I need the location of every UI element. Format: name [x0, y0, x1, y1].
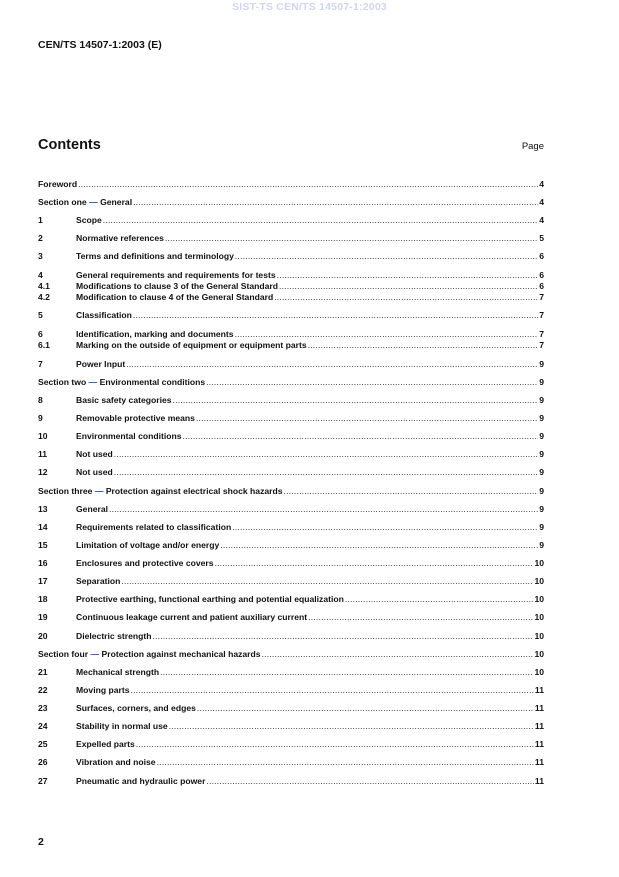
toc-entry-title: Not used: [76, 467, 113, 477]
toc-entry-title: Foreword: [38, 179, 78, 189]
toc-entry-number: 26: [38, 757, 48, 767]
toc-dot-leader: [206, 775, 533, 787]
toc-entry-number: 19: [38, 612, 48, 622]
toc-dot-leader: [308, 339, 539, 351]
toc-entry[interactable]: [38, 684, 544, 696]
toc-dot-leader: [274, 291, 538, 303]
toc-entry-title: Section three — Protection against electrical shock hazards: [38, 486, 283, 496]
toc-dot-leader: [183, 430, 539, 442]
toc-entry-number: 6.1: [38, 340, 50, 350]
toc-entry-page: 11: [534, 776, 544, 786]
toc-entry-title: General: [76, 504, 109, 514]
toc-dot-leader: [114, 466, 538, 478]
toc-entry-page: 7: [539, 292, 544, 302]
toc-entry[interactable]: [38, 593, 544, 605]
toc-dot-leader: [345, 593, 534, 605]
toc-entry-page: 9: [539, 540, 544, 550]
toc-entry-page: 7: [539, 340, 544, 350]
toc-entry-page: 5: [539, 233, 544, 243]
toc-entry-title: Not used: [76, 449, 113, 459]
toc-entry-number: 4: [38, 270, 43, 280]
toc-entry[interactable]: [38, 720, 544, 732]
toc-entry-page: 6: [539, 270, 544, 280]
toc-entry-page: 9: [539, 359, 544, 369]
toc-entry[interactable]: [38, 611, 544, 623]
toc-entry-title: Power Input: [76, 359, 126, 369]
toc-entry-number: 6: [38, 329, 43, 339]
section-dash: —: [90, 649, 100, 659]
toc-entry-number: 27: [38, 776, 48, 786]
section-dash: —: [89, 197, 98, 207]
toc-entry[interactable]: [38, 178, 544, 190]
toc-dot-leader: [157, 756, 534, 768]
toc-entry-title: Surfaces, corners, and edges: [76, 703, 196, 713]
toc-entry[interactable]: [38, 466, 544, 478]
toc-entry-number: 12: [38, 467, 48, 477]
toc-dot-leader: [173, 394, 539, 406]
toc-entry-page: 7: [539, 329, 544, 339]
toc-dot-leader: [78, 178, 538, 190]
toc-entry-number: 10: [38, 431, 48, 441]
toc-entry-title: Vibration and noise: [76, 757, 156, 767]
toc-entry-number: 2: [38, 233, 43, 243]
toc-dot-leader: [215, 557, 534, 569]
toc-entry-number: 11: [38, 449, 48, 459]
toc-entry-title: Continuous leakage current and patient auxiliary current: [76, 612, 308, 622]
toc-entry-number: 18: [38, 594, 48, 604]
toc-entry[interactable]: [38, 503, 544, 515]
toc-entry-number: 3: [38, 251, 43, 261]
toc-entry-number: 24: [38, 721, 48, 731]
toc-entry-page: 11: [534, 721, 544, 731]
contents-title: Contents: [38, 137, 101, 153]
toc-entry-number: 4.1: [38, 281, 50, 291]
toc-entry-page: 4: [539, 179, 544, 189]
toc-entry-title: Section four — Protection against mechanical hazards: [38, 649, 261, 659]
toc-dot-leader: [103, 214, 538, 226]
toc-entry[interactable]: [38, 412, 544, 424]
toc-entry-page: 10: [534, 631, 544, 641]
toc-entry-title: Modification to clause 4 of the General Standard: [76, 292, 274, 302]
toc-entry-title: Protective earthing, functional earthing and potential equalization: [76, 594, 344, 604]
toc-entry-title: General requirements and requirements for tests: [76, 270, 276, 280]
document-id: CEN/TS 14507-1:2003 (E): [38, 39, 162, 51]
toc-dot-leader: [114, 448, 538, 460]
toc-entry-page: 4: [539, 215, 544, 225]
toc-entry-title: Limitation of voltage and/or energy: [76, 540, 220, 550]
toc-dot-leader: [284, 485, 539, 497]
toc-entry[interactable]: [38, 232, 544, 244]
toc-dot-leader: [160, 666, 533, 678]
toc-entry-title: Classification: [76, 310, 132, 320]
toc-entry-page: 9: [539, 413, 544, 423]
toc-entry-title: Section one — General: [38, 197, 133, 207]
toc-dot-leader: [232, 521, 538, 533]
toc-entry[interactable]: [38, 358, 544, 370]
toc-dot-leader: [130, 684, 533, 696]
toc-entry[interactable]: [38, 309, 544, 321]
toc-entry-page: 6: [539, 281, 544, 291]
toc-entry[interactable]: [38, 250, 544, 262]
toc-entry-page: 11: [534, 685, 544, 695]
toc-entry[interactable]: [38, 666, 544, 678]
toc-dot-leader: [235, 250, 538, 262]
section-dash: —: [94, 486, 104, 496]
toc-entry-title: Enclosures and protective covers: [76, 558, 214, 568]
toc-entry-number: 17: [38, 576, 48, 586]
toc-entry-number: 4.2: [38, 292, 50, 302]
toc-entry[interactable]: [38, 430, 544, 442]
toc-entry-page: 10: [534, 558, 544, 568]
toc-entry-number: 7: [38, 359, 43, 369]
toc-entry-title: Expelled parts: [76, 739, 135, 749]
toc-entry-number: 23: [38, 703, 48, 713]
toc-entry-title: Environmental conditions: [76, 431, 182, 441]
toc-entry-page: 4: [539, 197, 544, 207]
toc-entry-title: Moving parts: [76, 685, 130, 695]
toc-entry-number: 13: [38, 504, 48, 514]
toc-dot-leader: [152, 630, 533, 642]
toc-entry[interactable]: [38, 539, 544, 551]
toc-dot-leader: [109, 503, 538, 515]
toc-entry-page: 10: [534, 667, 544, 677]
toc-entry-page: 9: [539, 377, 544, 387]
toc-entry[interactable]: [38, 575, 544, 587]
toc-entry[interactable]: [38, 756, 544, 768]
toc-entry[interactable]: [38, 738, 544, 750]
toc-entry-page: 9: [539, 431, 544, 441]
toc-entry-title: Normative references: [76, 233, 164, 243]
toc-entry-page: 11: [534, 757, 544, 767]
toc-entry-number: 9: [38, 413, 43, 423]
toc-dot-leader: [308, 611, 533, 623]
toc-dot-leader: [196, 412, 538, 424]
toc-entry[interactable]: [38, 648, 544, 660]
toc-dot-leader: [133, 309, 538, 321]
section-dash: —: [88, 377, 98, 387]
toc-entry-title: Section two — Environmental conditions: [38, 377, 206, 387]
toc-entry-number: 16: [38, 558, 48, 568]
toc-entry-page: 6: [539, 251, 544, 261]
toc-entry[interactable]: [38, 394, 544, 406]
toc-entry-title: Dielectric strength: [76, 631, 152, 641]
toc-entry-number: 15: [38, 540, 48, 550]
toc-entry-title: Pneumatic and hydraulic power: [76, 776, 206, 786]
toc-entry-page: 9: [539, 395, 544, 405]
toc-entry-number: 20: [38, 631, 48, 641]
toc-dot-leader: [197, 702, 534, 714]
toc-dot-leader: [133, 196, 538, 208]
toc-entry[interactable]: [38, 775, 544, 787]
toc-entry-number: 8: [38, 395, 43, 405]
toc-dot-leader: [136, 738, 534, 750]
toc-entry-page: 10: [534, 649, 544, 659]
toc-entry-page: 10: [534, 612, 544, 622]
toc-entry[interactable]: [38, 376, 544, 388]
toc-entry-page: 9: [539, 449, 544, 459]
toc-dot-leader: [121, 575, 533, 587]
toc-dot-leader: [206, 376, 538, 388]
toc-entry-title: Requirements related to classification: [76, 522, 232, 532]
toc-entry-title: Marking on the outside of equipment or equipment parts: [76, 340, 307, 350]
toc-entry[interactable]: [38, 702, 544, 714]
toc-entry-number: 25: [38, 739, 48, 749]
toc-entry-page: 9: [539, 467, 544, 477]
toc-entry[interactable]: [38, 630, 544, 642]
toc-dot-leader: [262, 648, 534, 660]
toc-entry-page: 9: [539, 522, 544, 532]
toc-entry-page: 9: [539, 504, 544, 514]
toc-entry-title: Basic safety categories: [76, 395, 172, 405]
toc-dot-leader: [169, 720, 534, 732]
toc-entry-number: 14: [38, 522, 48, 532]
toc-entry-title: Mechanical strength: [76, 667, 160, 677]
toc-entry[interactable]: [38, 521, 544, 533]
toc-entry-number: 1: [38, 215, 43, 225]
toc-entry[interactable]: [38, 214, 544, 226]
toc-entry-page: 11: [534, 739, 544, 749]
toc-entry-title: Separation: [76, 576, 121, 586]
toc-entry[interactable]: [38, 339, 544, 351]
toc-entry-title: Terms and definitions and terminology: [76, 251, 234, 261]
toc-entry-page: 10: [534, 594, 544, 604]
toc-entry[interactable]: [38, 557, 544, 569]
page-number: 2: [38, 836, 44, 848]
toc-dot-leader: [126, 358, 538, 370]
page-column-label: Page: [521, 141, 544, 152]
toc-entry-number: 5: [38, 310, 43, 320]
toc-entry-title: Modifications to clause 3 of the General Standard: [76, 281, 278, 291]
toc-entry[interactable]: [38, 291, 544, 303]
toc-dot-leader: [220, 539, 538, 551]
toc-entry-title: Removable protective means: [76, 413, 195, 423]
toc-entry-number: 22: [38, 685, 48, 695]
toc-entry-page: 10: [534, 576, 544, 586]
toc-entry-number: 21: [38, 667, 48, 677]
toc-entry[interactable]: [38, 448, 544, 460]
toc-entry-title: Scope: [76, 215, 102, 225]
toc-entry[interactable]: [38, 196, 544, 208]
toc-entry-title: Stability in normal use: [76, 721, 168, 731]
toc-entry-page: 7: [539, 310, 544, 320]
toc-entry-page: 11: [534, 703, 544, 713]
toc-entry-title: Identification, marking and documents: [76, 329, 234, 339]
toc-entry[interactable]: [38, 485, 544, 497]
watermark: SIST-TS CEN/TS 14507-1:2003: [232, 1, 387, 13]
toc-dot-leader: [165, 232, 538, 244]
toc-entry-page: 9: [539, 486, 544, 496]
